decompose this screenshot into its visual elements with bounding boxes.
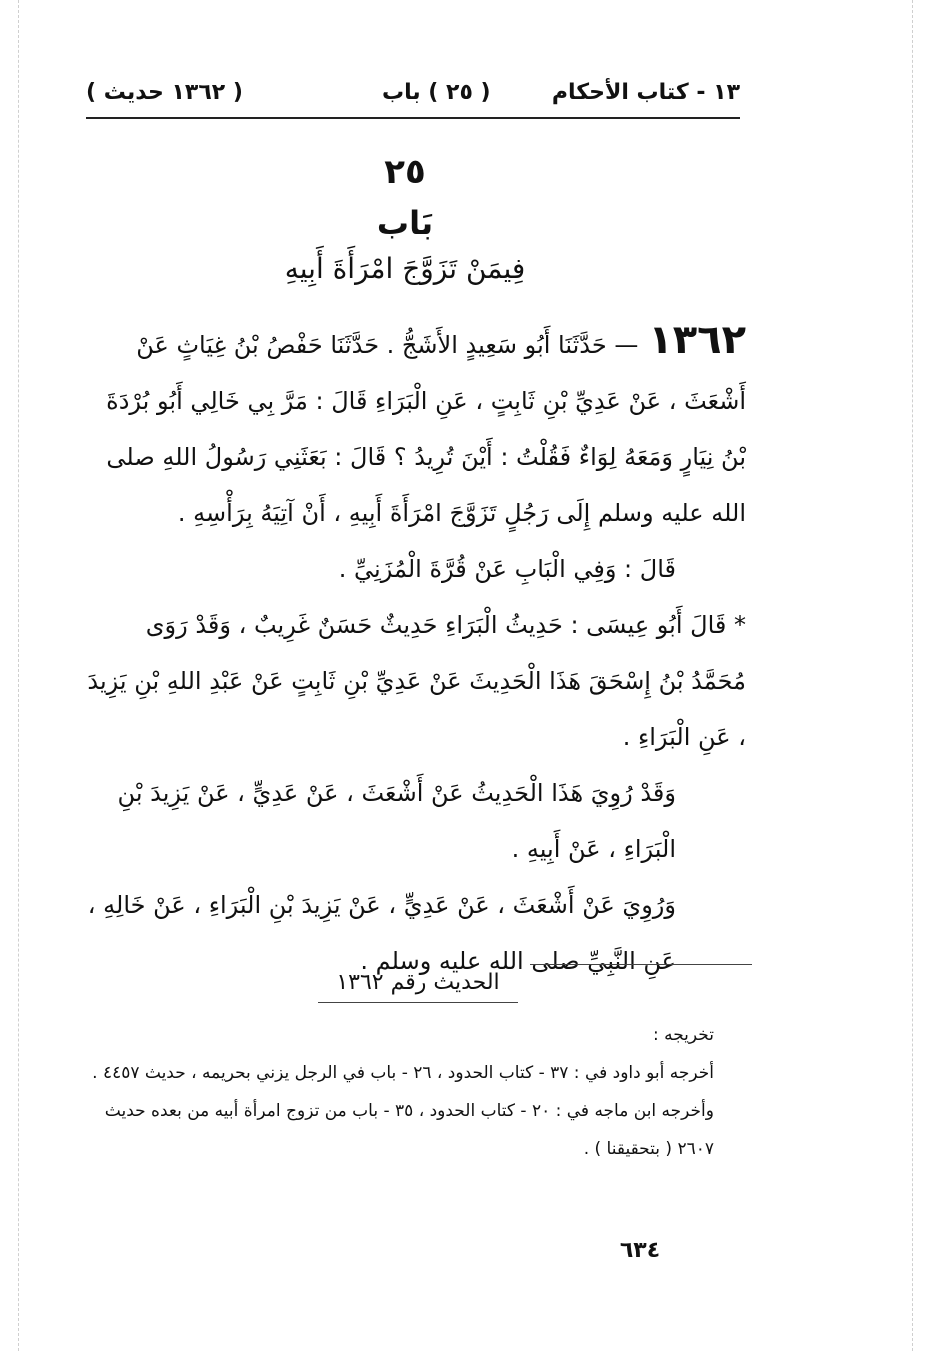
header-hadith-ref: ( ١٣٦٢ حديث ) xyxy=(86,80,243,105)
hadith-text: — حَدَّثَنَا أَبُو سَعِيدٍ الأَشَجُّ . حَدَّثَنَا حَفْصُ بْنُ غِيَاثٍ عَنْ أَشْعَثَ ، عَنْ عَدِيِّ بْنِ ثَابِتٍ ، عَنِ الْبَرَاءِ قَالَ : مَرَّ بِي خَالِي أَبُو بُرْدَةَ بْنُ نِيَارٍ وَمَعَهُ لِوَاءٌ فَقُلْتُ : أَيْنَ تُرِيدُ ؟ قَالَ : بَعَثَنِي رَسُولُ اللهِ صلى الله عليه وسلم إِلَى رَجُلٍ تَزَوَّجَ امْرَأَةَ أَبِيهِ ، أَنْ آتِيَهُ بِرَأْسِهِ . xyxy=(106,331,746,527)
footnote-separator xyxy=(530,964,752,965)
paragraph-related: قَالَ : وَفِي الْبَابِ عَنْ قُرَّةَ الْمُزَنِيِّ . xyxy=(338,555,676,583)
footnote-item: أخرجه أبو داود في : ٣٧ - كتاب الحدود ، ٢٦ - باب في الرجل يزني بحريمه ، حديث ٤٤٥٧ . xyxy=(92,1063,714,1083)
page-number: ٦٣٤ xyxy=(619,1238,661,1263)
paragraph-narration-1: وَقَدْ رُوِيَ هَذَا الْحَدِيثُ عَنْ أَشْعَثَ ، عَنْ عَدِيٍّ ، عَنْ يَزِيدَ بْنِ الْبَرَاءِ ، عَنْ أَبِيهِ . xyxy=(117,779,676,863)
footnotes xyxy=(86,1016,714,1168)
hadith-paragraph xyxy=(86,312,746,541)
running-header xyxy=(86,80,740,116)
header-rule xyxy=(86,117,740,119)
footnote-label: تخريجه : xyxy=(652,1025,714,1045)
chapter-word: بَاب xyxy=(376,204,434,242)
header-book-title: ١٣ - كتاب الأحكام xyxy=(551,80,740,105)
main-text xyxy=(86,312,746,989)
notes-heading-underline xyxy=(318,1002,518,1003)
paragraph-grading: * قَالَ أَبُو عِيسَى : حَدِيثُ الْبَرَاءِ حَدِيثٌ حَسَنٌ غَرِيبٌ ، وَقَدْ رَوَى مُحَمَّدُ بْنُ إِسْحَقَ هَذَا الْحَدِيثَ عَنْ عَدِيِّ بْنِ ثَابِتٍ عَنْ عَبْدِ اللهِ بْنِ يَزِيدَ ، عَنِ الْبَرَاءِ . xyxy=(87,611,746,751)
header-chapter: ( ٢٥ ) باب xyxy=(382,80,491,105)
chapter-number: ٢٥ xyxy=(384,152,426,192)
hadith-number: ١٣٦٢ xyxy=(648,317,746,363)
notes-heading: الحديث رقم ١٣٦٢ xyxy=(336,970,500,995)
paragraph-narration-2: وَرُوِيَ عَنْ أَشْعَثَ ، عَنْ عَدِيٍّ ، عَنْ يَزِيدَ بْنِ الْبَرَاءِ ، عَنْ خَالِهِ ، عَنِ النَّبِيِّ صلى الله عليه وسلم . xyxy=(87,891,676,975)
footnote-item: وأخرجه ابن ماجه في : ٢٠ - كتاب الحدود ، ٣٥ - باب من تزوج امرأة أبيه من بعده حديث ٢٦٠٧ ( بتحقيقنا ) . xyxy=(104,1101,714,1159)
chapter-title: فِيمَنْ تَزَوَّجَ امْرَأَةَ أَبِيهِ xyxy=(284,252,526,285)
